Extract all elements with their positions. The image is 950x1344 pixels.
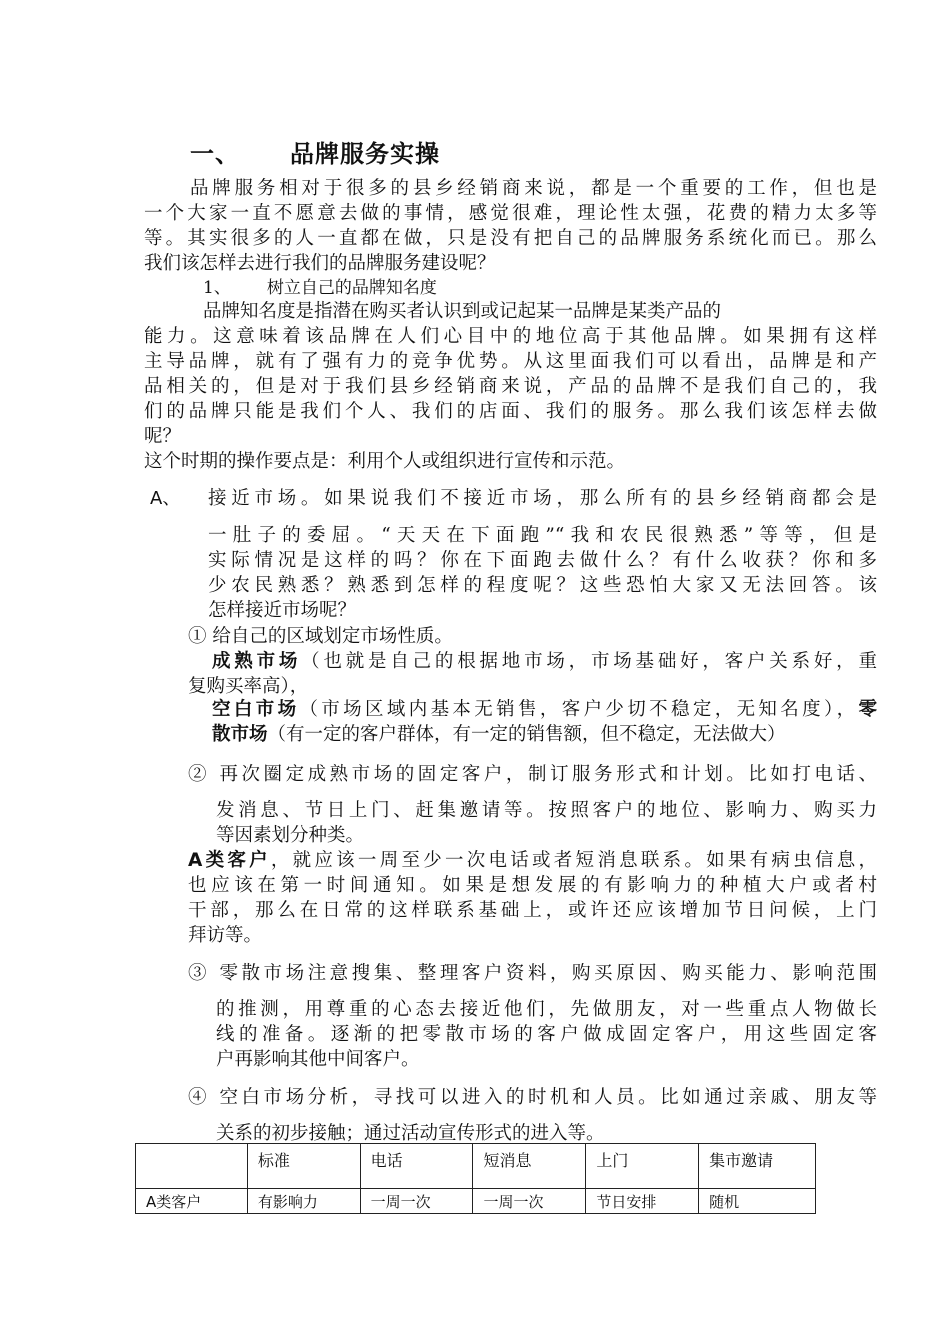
scatter-market-term: 散市场 (212, 724, 268, 745)
table-header-cell: 上门 (586, 1144, 699, 1189)
point-a-line: 一肚子的委屈。“天天在下面跑”“我和农民很熟悉”等等，但是 (208, 525, 877, 546)
customer-table (135, 1143, 816, 1214)
item-1 (188, 624, 453, 649)
a-customer-line (188, 848, 877, 873)
scatter-market-desc: （有一定的客户群体，有一定的销售额，但不稳定，无法做大） (267, 724, 786, 745)
table-cell: 有影响力 (247, 1189, 360, 1214)
point-a-line: 怎样接近市场呢？ (208, 600, 357, 621)
awareness-line: 呢？ (144, 426, 182, 447)
mature-market-desc: （也就是自己的根据地市场，市场基础好，客户关系好，重 (301, 651, 877, 672)
intro-line: 我们该怎样去进行我们的品牌服务建设呢？ (144, 253, 496, 274)
subsection-title: 树立自己的品牌知名度 (266, 278, 437, 298)
a-customer-line: 拜访等。 (188, 925, 263, 946)
item-2 (188, 762, 877, 787)
table-header-cell: 电话 (360, 1144, 473, 1189)
item-2-text: 再次圈定成熟市场的固定客户，制订服务形式和计划。比如打电话、 (219, 764, 877, 785)
awareness-line: 们的品牌只能是我们个人、我们的店面、我们的服务。那么我们该怎样去做 (144, 401, 877, 422)
item-4-marker: ④ (188, 1087, 211, 1108)
a-customer-line: 干部，那么在日常的这样联系基础上，或许还应该增加节日问候，上门 (188, 900, 877, 921)
point-a-label: A、 (150, 488, 181, 509)
intro-line: 一个大家一直不愿意去做的事情，感觉很难，理论性太强，花费的精力太多等 (144, 203, 877, 224)
item-3-line: 的推测，用尊重的心态去接近他们，先做朋友，对一些重点人物做长 (216, 999, 877, 1020)
item-2-marker: ② (188, 764, 211, 785)
table-row (136, 1189, 816, 1214)
blank-market-desc: （市场区域内基本无销售，客户少切不稳定，无知名度）， (299, 699, 859, 720)
item-4-line: 关系的初步接触；通过活动宣传形式的进入等。 (216, 1123, 605, 1144)
item-3-text: 零散市场注意搜集、整理客户资料，购买原因、购买能力、影响范围 (219, 963, 877, 984)
blank-market-term: 空白市场 (212, 699, 300, 720)
a-customer-desc: ，就应该一周至少一次电话或者短消息联系。如果有病虫信息， (270, 850, 877, 871)
heading-title: 品牌服务实操 (290, 140, 440, 168)
table-header-cell: 集市邀请 (699, 1144, 816, 1189)
intro-line: 品牌服务相对于很多的县乡经销商来说，都是一个重要的工作，但也是 (190, 178, 877, 199)
point-a-line: 实际情况是这样的吗？你在下面跑去做什么？有什么收获？你和多 (208, 550, 877, 571)
mature-market-term: 成熟市场 (212, 651, 302, 672)
a-customer-term: A类客户 (188, 850, 271, 871)
intro-line: 等。其实很多的人一直都在做，只是没有把自己的品牌服务系统化而已。那么 (144, 228, 877, 249)
blank-market-line (212, 697, 877, 722)
section-heading (190, 134, 440, 169)
item-4-text: 空白市场分析，寻找可以进入的时机和人员。比如通过亲戚、朋友等 (219, 1087, 877, 1108)
table-header-row (136, 1144, 816, 1189)
table-header-cell: 标准 (247, 1144, 360, 1189)
awareness-line: 品相关的，但是对于我们县乡经销商来说，产品的品牌不是我们自己的，我 (144, 376, 877, 397)
a-customer-line: 也应该在第一时间通知。如果是想发展的有影响力的种植大户或者村 (188, 875, 877, 896)
subsection-heading (203, 276, 437, 301)
item-2-line: 发消息、节日上门、赶集邀请等。按照客户的地位、影响力、购买力 (216, 800, 877, 821)
awareness-line: 能力。这意味着该品牌在人们心目中的地位高于其他品牌。如果拥有这样 (144, 326, 877, 347)
point-a-line: 少农民熟悉？熟悉到怎样的程度呢？这些恐怕大家又无法回答。该 (208, 575, 877, 596)
item-3-marker: ③ (188, 963, 211, 984)
item-3-line: 户再影响其他中间客户。 (216, 1049, 420, 1070)
table-cell: 一周一次 (360, 1189, 473, 1214)
awareness-line: 主导品牌，就有了强有力的竞争优势。从这里面我们可以看出，品牌是和产 (144, 351, 877, 372)
mature-market-line: 复购买率高）， (188, 676, 309, 697)
table-cell: A类客户 (136, 1189, 248, 1214)
table-header-cell (136, 1144, 248, 1189)
table-cell: 随机 (699, 1189, 816, 1214)
item-2-line: 等因素划分种类。 (216, 825, 365, 846)
scatter-market-line (212, 722, 786, 747)
subsection-number: 1、 (203, 278, 231, 298)
awareness-line: 品牌知名度是指潜在购买者认识到或记起某一品牌是某类产品的 (203, 301, 722, 322)
scatter-market-term: 零 (858, 699, 877, 720)
table-header-cell: 短消息 (473, 1144, 586, 1189)
mature-market-line (212, 649, 877, 674)
table-cell: 节日安排 (586, 1189, 699, 1214)
table-cell: 一周一次 (473, 1189, 586, 1214)
item-3-line: 线的准备。逐渐的把零散市场的客户做成固定客户，用这些固定客 (216, 1024, 877, 1045)
awareness-line: 这个时期的操作要点是：利用个人或组织进行宣传和示范。 (144, 451, 626, 472)
item-4 (188, 1085, 877, 1110)
item-3 (188, 961, 877, 986)
item-1-marker: ① (188, 626, 207, 647)
item-1-text: 给自己的区域划定市场性质。 (212, 626, 453, 647)
heading-number: 一、 (190, 140, 240, 168)
point-a-line: 接近市场。如果说我们不接近市场，那么所有的县乡经销商都会是 (208, 488, 877, 509)
